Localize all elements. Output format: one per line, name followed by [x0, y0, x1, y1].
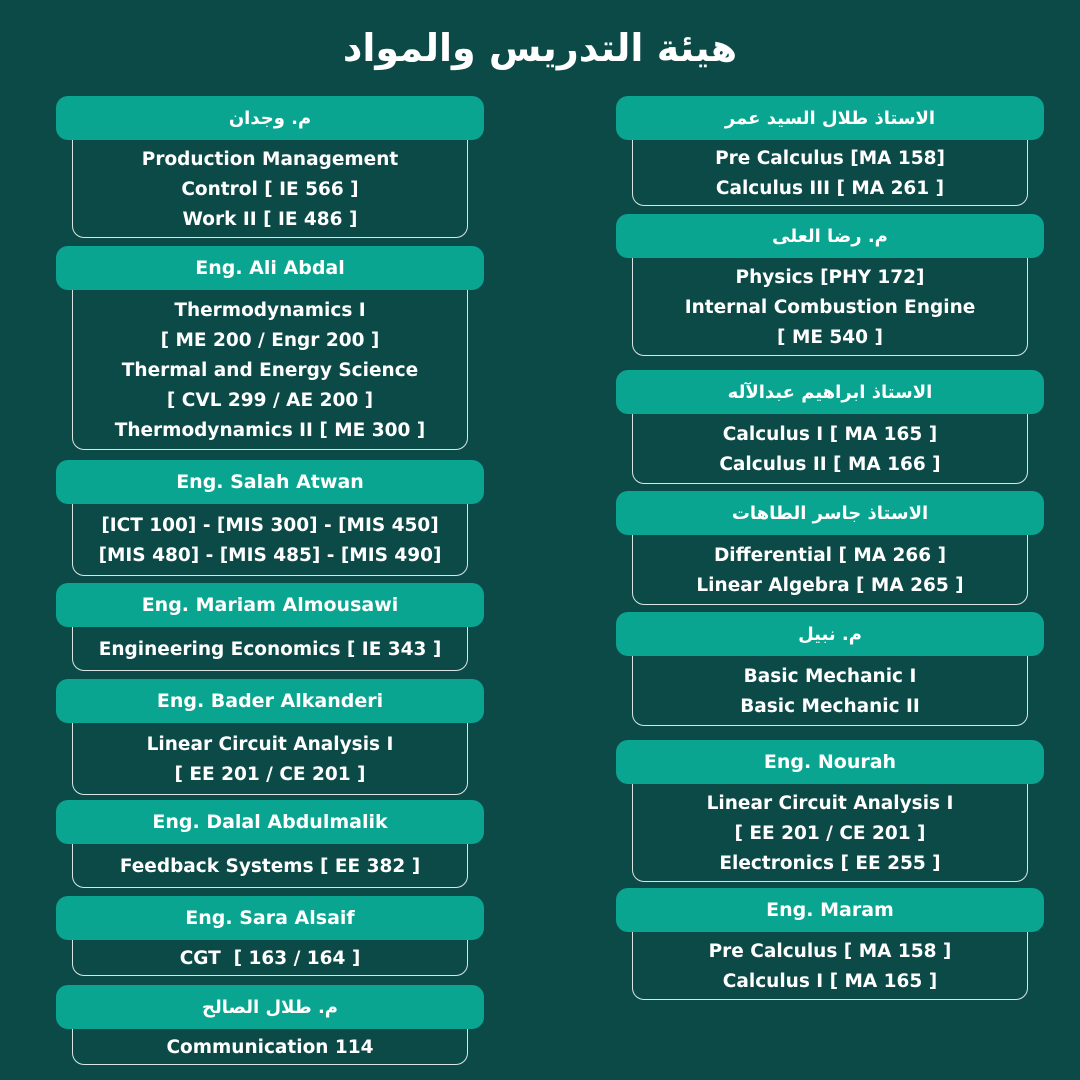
faculty-card — [616, 888, 1044, 1000]
instructor-name: Eng. Maram — [616, 888, 1044, 932]
course-line: Basic Mechanic I — [743, 665, 917, 687]
course-line: [ ME 200 / Engr 200 ] — [160, 329, 380, 351]
course-line: Control [ IE 566 ] — [181, 178, 359, 200]
course-list — [632, 140, 1028, 206]
faculty-card — [56, 679, 484, 795]
instructor-name: م. رضا العلى — [616, 214, 1044, 258]
course-line: Pre Calculus [ MA 158 ] — [708, 940, 952, 962]
faculty-card — [616, 214, 1044, 356]
instructor-name: الاستاذ جاسر الطاهات — [616, 491, 1044, 535]
instructor-name: Eng. Ali Abdal — [56, 246, 484, 290]
faculty-card — [56, 583, 484, 671]
instructor-name: الاستاذ ابراهيم عبدالآله — [616, 370, 1044, 414]
course-line: Linear Circuit Analysis I — [146, 733, 394, 755]
course-list — [632, 414, 1028, 484]
faculty-card — [56, 246, 484, 450]
course-line: Pre Calculus [MA 158] — [715, 147, 945, 169]
instructor-name: الاستاذ طلال السيد عمر — [616, 96, 1044, 140]
course-line: Electronics [ EE 255 ] — [719, 852, 941, 874]
course-line: Differential [ MA 266 ] — [713, 544, 947, 566]
faculty-card — [56, 800, 484, 888]
course-line: Thermodynamics I — [174, 299, 366, 321]
instructor-name: Eng. Salah Atwan — [56, 460, 484, 504]
faculty-card — [616, 370, 1044, 484]
faculty-card — [56, 896, 484, 976]
faculty-card — [616, 740, 1044, 882]
course-list — [72, 627, 468, 671]
instructor-name: Eng. Bader Alkanderi — [56, 679, 484, 723]
faculty-card — [616, 612, 1044, 726]
faculty-card — [616, 96, 1044, 206]
course-line: [ EE 201 / CE 201 ] — [174, 763, 366, 785]
course-list — [72, 140, 468, 238]
instructor-name: Eng. Nourah — [616, 740, 1044, 784]
course-line: Linear Circuit Analysis I — [706, 792, 954, 814]
course-line: [ ME 540 ] — [777, 326, 883, 348]
course-list — [72, 940, 468, 976]
course-line: Thermal and Energy Science — [121, 359, 419, 381]
course-line: [ EE 201 / CE 201 ] — [734, 822, 926, 844]
course-line: Production Management — [141, 148, 399, 170]
course-line: Calculus III [ MA 261 ] — [715, 177, 945, 199]
course-line: Communication 114 — [166, 1036, 374, 1058]
instructor-name: م. نبيل — [616, 612, 1044, 656]
course-list — [72, 290, 468, 450]
course-list — [632, 656, 1028, 726]
instructor-name: Eng. Mariam Almousawi — [56, 583, 484, 627]
faculty-card — [56, 985, 484, 1065]
faculty-card — [56, 460, 484, 576]
faculty-card — [616, 491, 1044, 605]
course-line: Calculus II [ MA 166 ] — [719, 453, 941, 475]
course-list — [72, 504, 468, 576]
faculty-card — [56, 96, 484, 238]
course-line: [ICT 100] - [MIS 300] - [MIS 450] — [101, 514, 439, 536]
course-line: Basic Mechanic II — [740, 695, 920, 717]
course-list — [632, 258, 1028, 356]
course-line: Calculus I [ MA 165 ] — [722, 970, 938, 992]
course-list — [632, 535, 1028, 605]
instructor-name: Eng. Sara Alsaif — [56, 896, 484, 940]
course-line: Thermodynamics II [ ME 300 ] — [114, 419, 426, 441]
course-line: Work II [ IE 486 ] — [182, 208, 358, 230]
course-list — [72, 844, 468, 888]
course-line: [MIS 480] - [MIS 485] - [MIS 490] — [98, 544, 442, 566]
instructor-name: م. وجدان — [56, 96, 484, 140]
course-line: CGT [ 163 / 164 ] — [179, 947, 361, 969]
course-line: Internal Combustion Engine — [684, 296, 976, 318]
course-line: Engineering Economics [ IE 343 ] — [98, 638, 442, 660]
course-list — [72, 1029, 468, 1065]
page-title: هيئة التدريس والمواد — [342, 26, 738, 70]
course-line: [ CVL 299 / AE 200 ] — [166, 389, 374, 411]
course-list — [632, 932, 1028, 1000]
course-line: Calculus I [ MA 165 ] — [722, 423, 938, 445]
course-list — [72, 723, 468, 795]
instructor-name: م. طلال الصالح — [56, 985, 484, 1029]
course-line: Linear Algebra [ MA 265 ] — [696, 574, 964, 596]
instructor-name: Eng. Dalal Abdulmalik — [56, 800, 484, 844]
course-line: Feedback Systems [ EE 382 ] — [119, 855, 421, 877]
course-list — [632, 784, 1028, 882]
course-line: Physics [PHY 172] — [735, 266, 925, 288]
